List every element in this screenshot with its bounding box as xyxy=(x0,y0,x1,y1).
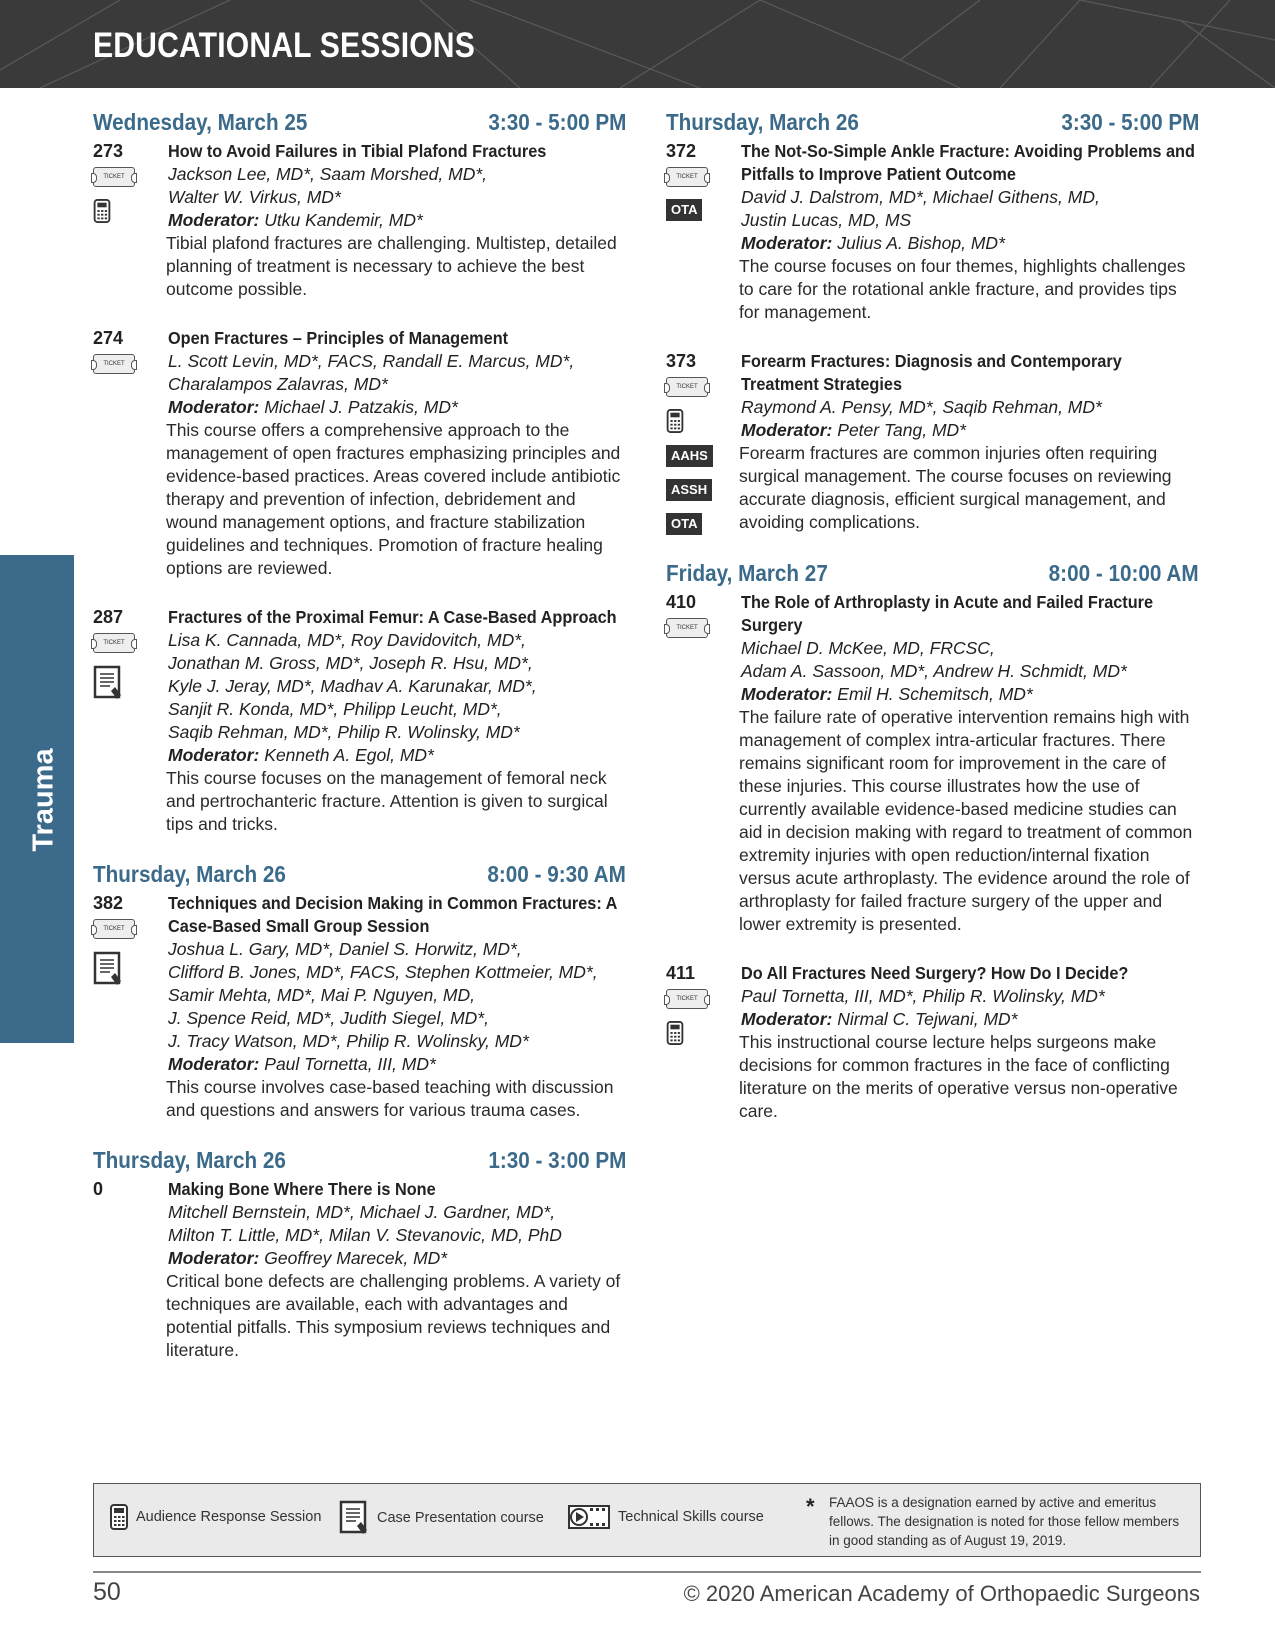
session-moderator xyxy=(741,1008,1199,1031)
section-side-tab-label: Trauma xyxy=(27,748,60,852)
session-entry xyxy=(93,140,626,301)
session-badges xyxy=(666,167,741,221)
session-body xyxy=(168,140,626,301)
session-moderator xyxy=(741,232,1199,255)
session-description: This instructional course lecture helps surgeons make decisions for common fractures in the face of conflicting literature on the merits of operative versus non-operative care. xyxy=(739,1032,1178,1121)
session-body xyxy=(741,962,1199,1123)
session-title: Making Bone Where There is None xyxy=(168,1179,436,1199)
day-time: 1:30 - 3:00 PM xyxy=(487,1147,626,1173)
session-moderator xyxy=(168,744,626,767)
moderator-name: Julius A. Bishop, MD* xyxy=(837,233,1005,253)
moderator-label: Moderator: xyxy=(168,1054,260,1074)
day-date: Thursday, March 26 xyxy=(666,109,859,135)
audience-response-icon xyxy=(666,409,684,433)
right-column xyxy=(666,106,1199,1123)
session-authors: Jackson Lee, MD*, Saam Morshed, MD*, Walter W. Virkus, MD* xyxy=(168,164,488,207)
session-badges xyxy=(93,633,168,701)
session-gutter xyxy=(93,892,168,1122)
session-number: 273 xyxy=(93,141,124,161)
ticket-icon: TICKET xyxy=(93,167,135,187)
day-date: Friday, March 27 xyxy=(666,560,828,586)
moderator-label: Moderator: xyxy=(168,745,260,765)
day-header xyxy=(93,1144,626,1176)
ticket-icon: TICKET xyxy=(666,167,708,187)
session-entry xyxy=(666,350,1199,535)
session-title: How to Avoid Failures in Tibial Plafond Fractures xyxy=(168,141,547,161)
moderator-label: Moderator: xyxy=(741,1009,833,1029)
session-badges xyxy=(93,167,168,223)
copyright-notice: © 2020 American Academy of Orthopaedic Surgeons xyxy=(683,1581,1200,1606)
session-entry xyxy=(666,591,1199,936)
header-band xyxy=(0,0,1275,88)
day-spacer xyxy=(666,535,1199,557)
day-time: 8:00 - 9:30 AM xyxy=(487,861,626,887)
session-gutter xyxy=(666,962,741,1123)
session-spacer xyxy=(93,301,626,325)
session-number: 411 xyxy=(666,963,696,983)
session-entry xyxy=(666,962,1199,1123)
session-description: This course focuses on the management of femoral neck and pertrochanteric fracture. Attention is given to surgical tips and tricks. xyxy=(166,768,608,834)
moderator-name: Michael J. Patzakis, MD* xyxy=(264,397,458,417)
session-gutter xyxy=(666,140,741,324)
session-spacer xyxy=(666,936,1199,960)
moderator-label: Moderator: xyxy=(168,210,260,230)
day-date: Thursday, March 26 xyxy=(93,1147,286,1173)
session-number: 373 xyxy=(666,351,697,371)
session-gutter xyxy=(93,327,168,580)
moderator-name: Nirmal C. Tejwani, MD* xyxy=(837,1009,1018,1029)
session-authors: Lisa K. Cannada, MD*, Roy Davidovitch, MD*, Jonathan M. Gross, MD*, Joseph R. Hsu, MD*, Kyle J. Jeray, MD*, Madhav A. Karunakar, MD*, Sanjit R. Konda, MD*, Philipp Leucht, MD*, Saqib Rehman, MD*, Philip R. Wolinsky, MD* xyxy=(168,630,537,742)
session-authors: Michael D. McKee, MD, FRCSC, Adam A. Sassoon, MD*, Andrew H. Schmidt, MD* xyxy=(741,638,1127,681)
moderator-label: Moderator: xyxy=(741,233,833,253)
session-body xyxy=(168,606,626,836)
moderator-label: Moderator: xyxy=(741,684,833,704)
moderator-label: Moderator: xyxy=(741,420,833,440)
session-title: Fractures of the Proximal Femur: A Case-Based Approach xyxy=(168,607,617,627)
session-spacer xyxy=(666,324,1199,348)
session-authors: Raymond A. Pensy, MD*, Saqib Rehman, MD* xyxy=(741,397,1102,417)
day-time: 8:00 - 10:00 AM xyxy=(1049,560,1199,586)
page-number: 50 xyxy=(93,1578,121,1606)
audience-response-icon xyxy=(93,199,111,223)
session-moderator xyxy=(168,396,626,419)
moderator-name: Peter Tang, MD* xyxy=(837,420,966,440)
faaos-note: FAAOS is a designation earned by active and emeritus fellows. The designation is noted for those fellow members in good standing as of August 19, 2019. xyxy=(829,1495,1180,1548)
session-badges xyxy=(93,919,168,987)
day-header xyxy=(666,557,1199,589)
moderator-label: Moderator: xyxy=(168,397,260,417)
session-entry xyxy=(93,606,626,836)
session-badges xyxy=(93,354,168,374)
session-number: 0 xyxy=(93,1179,104,1199)
session-badges xyxy=(666,618,741,638)
session-gutter xyxy=(666,350,741,535)
session-authors: L. Scott Levin, MD*, FACS, Randall E. Marcus, MD*, Charalampos Zalavras, MD* xyxy=(168,351,575,394)
ticket-icon: TICKET xyxy=(93,919,135,939)
session-spacer xyxy=(93,580,626,604)
day-time: 3:30 - 5:00 PM xyxy=(1060,109,1199,135)
audience-response-icon xyxy=(666,1021,684,1045)
society-badge: OTA xyxy=(666,513,702,535)
session-body xyxy=(741,350,1199,535)
session-description: This course offers a comprehensive approach to the management of open fractures emphasizing principles and evidence-based practices. Areas covered include antibiotic therapy and prevention of infection, debridement and wound management options, and fracture stabilization guidelines and techniques. Promotion of fracture healing options are reviewed. xyxy=(166,420,621,578)
society-badge: AAHS xyxy=(666,445,713,467)
session-authors: Mitchell Bernstein, MD*, Michael J. Gardner, MD*, Milton T. Little, MD*, Milan V. Stevanovic, MD, PhD xyxy=(168,1202,562,1245)
session-moderator xyxy=(741,419,1199,442)
ticket-icon: TICKET xyxy=(93,633,135,653)
legend-technical-skills-label: Technical Skills course xyxy=(618,1509,764,1525)
session-title: Techniques and Decision Making in Common Fractures: A Case-Based Small Group Session xyxy=(168,893,617,936)
moderator-name: Paul Tornetta, III, MD* xyxy=(264,1054,436,1074)
day-header xyxy=(666,106,1199,138)
session-title: Forearm Fractures: Diagnosis and Contemporary Treatment Strategies xyxy=(741,351,1122,394)
session-badges xyxy=(666,989,741,1045)
session-number: 274 xyxy=(93,328,124,348)
session-number: 372 xyxy=(666,141,697,161)
day-header xyxy=(93,106,626,138)
case-presentation-icon xyxy=(339,1500,369,1536)
legend-case-presentation-label: Case Presentation course xyxy=(377,1510,544,1526)
session-body xyxy=(741,140,1199,324)
case-presentation-icon xyxy=(93,951,123,987)
day-date: Thursday, March 26 xyxy=(93,861,286,887)
moderator-name: Geoffrey Marecek, MD* xyxy=(264,1248,448,1268)
day-spacer xyxy=(93,1122,626,1144)
session-gutter xyxy=(666,591,741,936)
session-moderator xyxy=(168,1247,626,1270)
ticket-icon: TICKET xyxy=(666,377,708,397)
faaos-asterisk: * xyxy=(806,1494,815,1519)
moderator-name: Kenneth A. Egol, MD* xyxy=(264,745,434,765)
session-description: Forearm fractures are common injuries often requiring surgical management. The course focuses on reviewing accurate diagnosis, efficient surgical management, and avoiding complications. xyxy=(739,443,1172,532)
session-body xyxy=(168,892,626,1122)
moderator-label: Moderator: xyxy=(168,1248,260,1268)
society-badge: ASSH xyxy=(666,479,712,501)
session-description: Critical bone defects are challenging problems. A variety of techniques are available, each with advantages and potential pitfalls. This symposium reviews techniques and literature. xyxy=(166,1271,621,1360)
session-badges xyxy=(666,377,741,535)
ticket-icon: TICKET xyxy=(666,989,708,1009)
ticket-icon: TICKET xyxy=(93,354,135,374)
day-spacer xyxy=(93,836,626,858)
session-title: The Role of Arthroplasty in Acute and Failed Fracture Surgery xyxy=(741,592,1154,635)
session-moderator xyxy=(168,1053,626,1076)
session-description: This course involves case-based teaching with discussion and questions and answers for various trauma cases. xyxy=(166,1077,614,1120)
legend-audience-response xyxy=(110,1504,321,1530)
session-description: The failure rate of operative intervention remains high with management of complex intra-articular fractures. There remains significant room for improvement in the care of these injuries. This course illustrates how the use of currently available evidence-based medicine studies can aid in decision making with regard to treatment of common extremity injuries with open reduction/internal fixation versus acute arthroplasty. The evidence around the role of arthroplasty for failed fracture surgery of the upper and lower extremity is presented. xyxy=(739,707,1193,934)
session-title: Open Fractures – Principles of Management xyxy=(168,328,509,348)
session-entry xyxy=(666,140,1199,324)
case-presentation-icon xyxy=(93,665,123,701)
session-body xyxy=(741,591,1199,936)
legend-technical-skills xyxy=(568,1504,764,1530)
session-gutter xyxy=(93,1178,168,1362)
icon-legend xyxy=(93,1483,1201,1557)
session-gutter xyxy=(93,606,168,836)
session-moderator xyxy=(168,209,626,232)
session-title: The Not-So-Simple Ankle Fracture: Avoiding Problems and Pitfalls to Improve Patient Outcome xyxy=(741,141,1195,184)
session-moderator xyxy=(741,683,1199,706)
legend-audience-response-label: Audience Response Session xyxy=(136,1509,322,1525)
session-authors: Paul Tornetta, III, MD*, Philip R. Wolinsky, MD* xyxy=(741,986,1105,1006)
session-title: Do All Fractures Need Surgery? How Do I Decide? xyxy=(741,963,1129,983)
day-header xyxy=(93,858,626,890)
footer-rule xyxy=(93,1571,1201,1573)
session-number: 382 xyxy=(93,893,124,913)
audience-response-icon xyxy=(110,1504,128,1530)
moderator-name: Utku Kandemir, MD* xyxy=(264,210,423,230)
session-authors: David J. Dalstrom, MD*, Michael Githens, MD, Justin Lucas, MD, MS xyxy=(741,187,1100,230)
page-title: EDUCATIONAL SESSIONS xyxy=(93,26,475,65)
session-entry xyxy=(93,327,626,580)
moderator-name: Emil H. Schemitsch, MD* xyxy=(837,684,1033,704)
society-badge: OTA xyxy=(666,199,702,221)
session-entry xyxy=(93,892,626,1122)
ticket-icon: TICKET xyxy=(666,618,708,638)
session-number: 287 xyxy=(93,607,124,627)
technical-skills-icon xyxy=(568,1504,610,1530)
session-description: The course focuses on four themes, highlights challenges to care for the rotational ankle fracture, and provides tips for management. xyxy=(739,256,1186,322)
session-number: 410 xyxy=(666,592,697,612)
session-entry xyxy=(93,1178,626,1362)
left-column xyxy=(93,106,626,1362)
session-gutter xyxy=(93,140,168,301)
session-body xyxy=(168,1178,626,1362)
session-authors: Joshua L. Gary, MD*, Daniel S. Horwitz, MD*, Clifford B. Jones, MD*, FACS, Stephen Kottmeier, MD*, Samir Mehta, MD*, Mai P. Nguyen, MD, J. Spence Reid, MD*, Judith Siegel, MD*, J. Tracy Watson, MD*, Philip R. Wolinsky, MD* xyxy=(168,939,598,1051)
day-time: 3:30 - 5:00 PM xyxy=(487,109,626,135)
day-date: Wednesday, March 25 xyxy=(93,109,308,135)
session-description: Tibial plafond fractures are challenging. Multistep, detailed planning of treatment is necessary to achieve the best outcome possible. xyxy=(166,233,617,299)
session-body xyxy=(168,327,626,580)
legend-case-presentation xyxy=(339,1500,544,1536)
